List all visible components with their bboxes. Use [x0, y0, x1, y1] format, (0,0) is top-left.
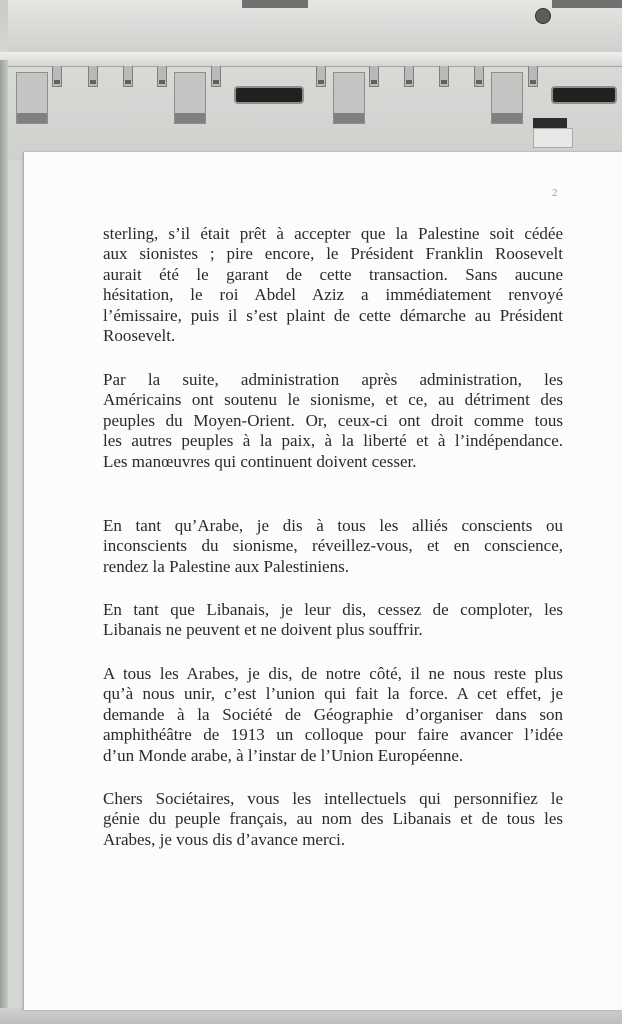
- text-line: peuples du Moyen-Orient. Or, ceux-ci ont droit comme tous: [103, 410, 563, 430]
- paragraph: [103, 516, 563, 577]
- paragraph: [103, 370, 563, 472]
- text-line: Libanais ne peuvent et ne doivent plus souffrir.: [103, 620, 423, 640]
- binder-clip: [88, 66, 98, 87]
- scanner-bottom: [0, 1008, 622, 1024]
- scanner-lid: [8, 0, 622, 54]
- lid-hinge: [242, 0, 308, 8]
- text-line: aurait été le garant de cette transaction. Sans aucune: [103, 264, 563, 284]
- scanner-rail: [0, 60, 8, 1024]
- text-line: A tous les Arabes, je dis, de notre côté, il ne nous reste plus: [103, 664, 563, 683]
- text-line: l’émissaire, puis il s’est plaint de cette démarche au Président: [103, 305, 563, 325]
- text-line: qu’à nous unir, c’est l’union qui fait la force. A cet effet, je: [103, 684, 563, 704]
- text-line: hésitation, le roi Abdel Aziz a immédiatement renvoyé: [103, 285, 563, 305]
- feed-roller: [234, 86, 304, 104]
- binder-block: [174, 72, 206, 124]
- scanner-tab: [533, 128, 573, 148]
- text-line: aux sionistes ; pire encore, le Président Franklin Roosevelt: [103, 244, 563, 264]
- binder-block: [333, 72, 365, 124]
- binder-clip: [211, 66, 221, 87]
- scanner-frame: [0, 0, 622, 160]
- paragraph: [103, 224, 563, 346]
- text-line: Américains ont soutenu le sionisme, et ce, au détriment des: [103, 390, 563, 410]
- text-line: sterling, s’il était prêt à accepter que la Palestine soit cédée: [103, 224, 563, 243]
- binder-clip: [404, 66, 414, 87]
- binder-clip: [123, 66, 133, 87]
- text-line: d’un Monde arabe, à l’instar de l’Union Européenne.: [103, 745, 464, 765]
- scanner-knob: [535, 8, 551, 24]
- text-line: génie du peuple français, au nom des Libanais et de tous les: [103, 809, 563, 829]
- binder-clip: [369, 66, 379, 87]
- text-line: En tant que Libanais, je leur dis, cessez de comploter, les: [103, 600, 563, 619]
- binder-clip: [528, 66, 538, 87]
- lid-edge: [0, 52, 622, 67]
- lid-hinge: [552, 0, 622, 8]
- scanner-tab: [533, 118, 567, 128]
- text-line: En tant qu’Arabe, je dis à tous les alliés conscients ou: [103, 516, 563, 535]
- text-line: rendez la Palestine aux Palestiniens.: [103, 556, 349, 576]
- paragraph: [103, 600, 563, 641]
- text-line: Les manœuvres qui continuent doivent cesser.: [103, 451, 417, 471]
- text-line: Par la suite, administration après administration, les: [103, 370, 563, 389]
- binder-block: [16, 72, 48, 124]
- binder-clip: [316, 66, 326, 87]
- binder-block: [491, 72, 523, 124]
- binder-clip: [474, 66, 484, 87]
- text-line: les autres peuples à la paix, à la liberté et à l’indépendance.: [103, 431, 563, 451]
- text-line: Chers Sociétaires, vous les intellectuels qui personnifiez le: [103, 789, 563, 808]
- paragraph: [103, 789, 563, 850]
- binder-clip: [52, 66, 62, 87]
- text-line: demande à la Société de Géographie d’organiser dans son: [103, 704, 563, 724]
- paragraph: [103, 664, 563, 766]
- text-line: inconscients du sionisme, réveillez-vous, et en conscience,: [103, 536, 563, 556]
- binder-clip: [439, 66, 449, 87]
- binder-clip: [157, 66, 167, 87]
- text-line: Roosevelt.: [103, 325, 176, 345]
- text-line: amphithéâtre de 1913 un colloque pour faire avancer l’idée: [103, 725, 563, 745]
- text-line: Arabes, je vous dis d’avance merci.: [103, 829, 346, 849]
- page-number: 2: [552, 187, 558, 199]
- feed-roller: [551, 86, 617, 104]
